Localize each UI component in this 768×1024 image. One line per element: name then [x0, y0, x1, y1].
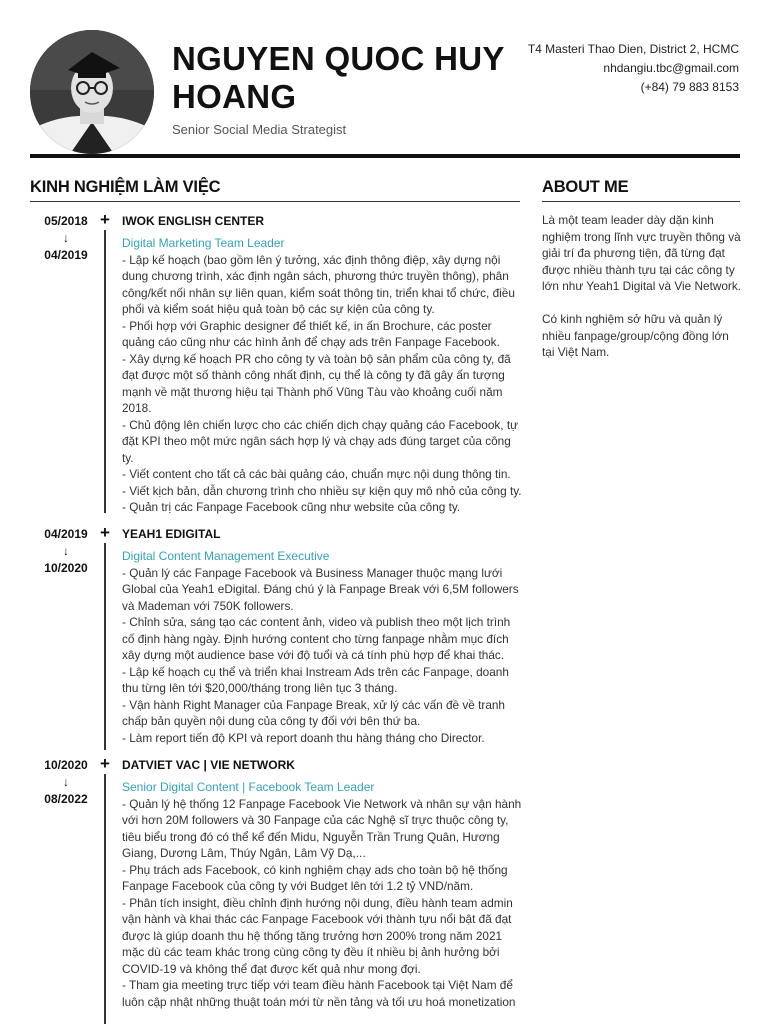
timeline-line	[104, 774, 106, 1024]
plus-icon: +	[100, 754, 110, 773]
job-description: - Quản lý các Fanpage Facebook và Business Manager thuộc mạng lưới Global của Yeah1 eDigital. Đáng chú ý là Fanpage Break với 6,5M followers và Mademan với 750K followers. - Chỉnh sửa, sáng tạo các content ảnh, video và publish theo một lịch trình cố định hàng ngày. Định hướng content cho từng fanpage nhằm mục đích xây dựng một audience base với độ tuổi và cá tính phù hợp để khai thác. - Lập kế hoạch cụ thể và triển khai Instream Ads trên các Fanpage, doanh thu từng lên tới $20,000/tháng trong liên tục 3 tháng. - Vận hành Right Manager của Fanpage Break, xử lý các vấn đề về tranh chấp bản quyền nội dung của công ty đối với bên thứ ba. - Làm report tiến độ KPI và report doanh thu hàng tháng cho Director.	[122, 565, 519, 745]
job-end-date: 04/2019	[44, 248, 88, 262]
job-end-date: 10/2020	[44, 561, 88, 575]
arrow-down-icon: ↓	[63, 544, 69, 558]
header-divider	[30, 154, 740, 158]
role-title: Senior Digital Content | Facebook Team Leader	[122, 780, 375, 794]
company-name: YEAH1 EDIGITAL	[122, 527, 221, 541]
timeline-line	[104, 543, 106, 750]
about-heading: ABOUT ME	[542, 178, 629, 196]
about-divider	[542, 201, 740, 202]
experience-heading: KINH NGHIỆM LÀM VIỆC	[30, 178, 221, 196]
about-paragraph: Có kinh nghiệm sở hữu và quản lý nhiều fanpage/group/cộng đồng lớn tại Việt Nam.	[542, 312, 729, 359]
company-name: IWOK ENGLISH CENTER	[122, 214, 265, 228]
role-title: Digital Marketing Team Leader	[122, 236, 285, 250]
plus-icon: +	[100, 523, 110, 542]
role-title: Digital Content Management Executive	[122, 549, 330, 563]
arrow-down-icon: ↓	[63, 775, 69, 789]
job-dates	[30, 526, 102, 577]
job-end-date: 08/2022	[44, 792, 88, 806]
timeline-line	[104, 230, 106, 513]
profile-photo	[30, 30, 154, 154]
email[interactable]: nhdangiu.tbc@gmail.com	[603, 61, 739, 75]
experience-divider	[30, 201, 520, 202]
job-start-date: 05/2018	[44, 214, 88, 228]
contact-block	[528, 40, 739, 97]
candidate-name: NGUYEN QUOC HUY HOANG	[172, 40, 505, 115]
job-description: - Quản lý hệ thống 12 Fanpage Facebook Vie Network và nhân sự vận hành với hơn 20M followers và 30 Fanpage của các Nghệ sĩ trực thuộc công ty, tiêu biểu trong đó có thể kể đến Midu, Nguyễn Trần Trung Quân, Hương Giang, Dương Lâm, Thúy Ngân, Lâm Vỹ Dạ,... - Phụ trách ads Facebook, có kinh nghiệm chạy ads cho toàn bộ hệ thống Fanpage Facebook của công ty với Budget lên tới 1.2 tỷ VND/năm. - Phân tích insight, điều chỉnh định hướng nội dung, điều hành team admin vận hành và khai thác các Fanpage Facebook với thành tựu nổi bật đã đạt được là giúp doanh thu hệ thống tăng trưởng hơn 200% trong năm 2021 mặc dù các team khác trong cùng công ty đều ít nhiều bị ảnh hưởng bởi COVID-19 và không thể đạt được kết quả như mong đợi. - Tham gia meeting trực tiếp với team điều hành Facebook tại Việt Nam để luôn cập nhật những thuật toán mới từ nền tảng và tối ưu hoá monetization	[122, 796, 522, 1009]
address: T4 Masteri Thao Dien, District 2, HCMC	[527, 42, 739, 56]
company-name: DATVIET VAC | VIE NETWORK	[122, 758, 295, 772]
about-body	[542, 212, 742, 377]
job-description: - Lập kế hoạch (bao gồm lên ý tưởng, xác định thông điệp, xây dựng nội dung chương trình, xác định ngân sách, phương thức truyền thông), phân công/kết nối nhân sự liên quan, kiểm soát thông tin, triển khai tổ chức, điều phối và kiểm soát hiệu quả toàn bộ các sự kiện của công ty. - Phối hợp với Graphic designer để thiết kế, in ấn Brochure, các poster quảng cáo cũng như các hình ảnh để chạy ads trên Fanpage Facebook. - Xây dựng kế hoạch PR cho công ty và toàn bộ sản phẩm của công ty, đã đạt được một số thành công nhất định, cụ thể là công ty đã gây ấn tượng mạnh về mặt thương hiệu tại Thành phố Vũng Tàu vào khoảng cuối năm 2018. - Chủ động lên chiến lược cho các chiến dịch chạy quảng cáo Facebook, tự đặt KPI theo một mức ngân sách hợp lý và chạy ads đúng target của công ty. - Viết content cho tất cả các bài quảng cáo, chuẩn mực nội dung thông tin. - Viết kịch bản, dẫn chương trình cho nhiều sự kiện quy mô nhỏ của công ty. - Quản trị các Fanpage Facebook cũng như website của công ty.	[122, 252, 522, 514]
job-dates	[30, 757, 102, 808]
avatar	[30, 30, 154, 154]
plus-icon: +	[100, 210, 110, 229]
job-start-date: 04/2019	[44, 527, 88, 541]
phone[interactable]: (+84) 79 883 8153	[640, 80, 739, 94]
arrow-down-icon: ↓	[63, 231, 69, 245]
job-dates	[30, 213, 102, 264]
about-paragraph: Là một team leader dày dặn kinh nghiệm trong lĩnh vực truyền thông và giải trí đa phương tiện, đã từng đạt được nhiều thành tựu tại các công ty lớn như Yeah1 Digital và Vie Network.	[542, 213, 742, 293]
job-start-date: 10/2020	[44, 758, 88, 772]
job-title: Senior Social Media Strategist	[172, 122, 347, 137]
